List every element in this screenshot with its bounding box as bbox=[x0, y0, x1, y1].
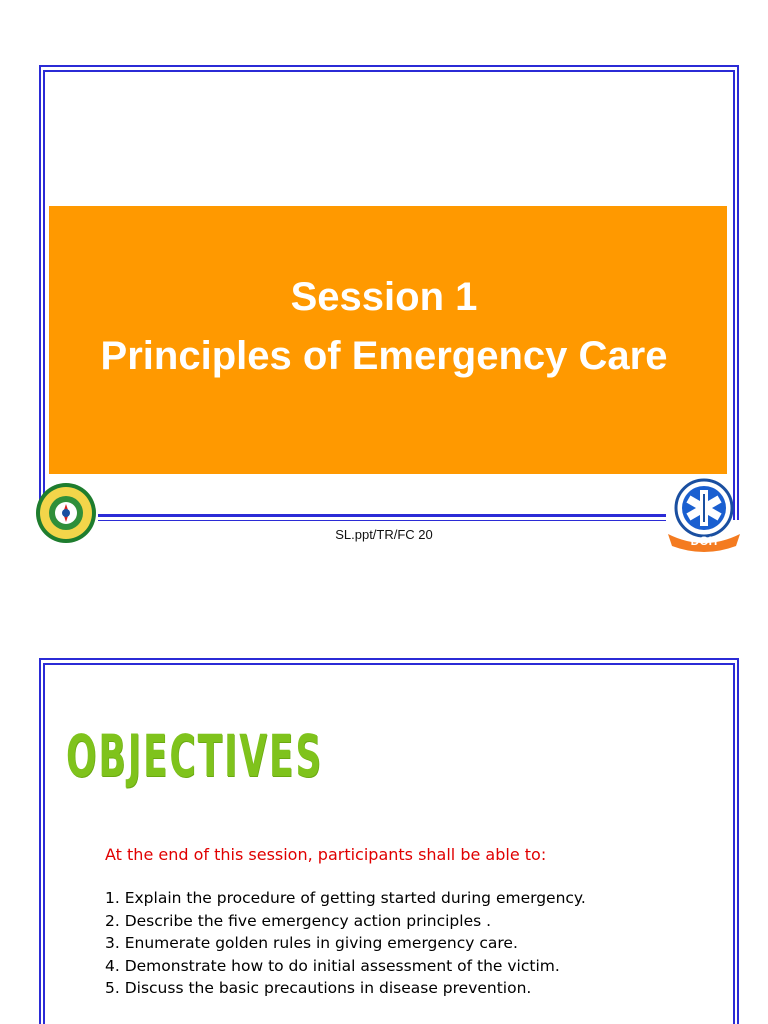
frame2-left-outer bbox=[39, 658, 41, 1024]
footer-rule-thin bbox=[98, 520, 666, 521]
list-item: 3. Enumerate golden rules in giving emergency care. bbox=[105, 934, 518, 952]
slide-footer: SL.ppt/TR/FC 20 bbox=[335, 527, 433, 542]
session-title: Session 1 bbox=[290, 275, 478, 319]
doh-emblem-label: DOH bbox=[690, 534, 718, 548]
doh-seal-icon bbox=[33, 482, 99, 544]
list-item: 1. Explain the procedure of getting started during emergency. bbox=[105, 889, 586, 907]
frame-top-inner bbox=[43, 70, 735, 72]
objectives-heading: OBJECTIVES bbox=[66, 722, 324, 790]
frame2-right-outer bbox=[737, 658, 739, 1024]
frame-top-outer bbox=[39, 65, 739, 67]
doh-emblem-icon bbox=[666, 478, 742, 552]
list-item: 2. Describe the five emergency action principles . bbox=[105, 911, 492, 930]
footer-rule bbox=[98, 514, 666, 517]
list-item: 5. Discuss the basic precautions in disease prevention. bbox=[105, 979, 532, 997]
objectives-intro: At the end of this session, participants shall be able to: bbox=[105, 845, 547, 864]
list-item: 4. Demonstrate how to do initial assessment of the victim. bbox=[105, 956, 560, 975]
frame2-top-inner bbox=[43, 663, 735, 665]
session-subtitle: Principles of Emergency Care bbox=[100, 334, 668, 378]
objectives-list bbox=[105, 887, 586, 1000]
frame2-right-inner bbox=[733, 663, 735, 1024]
frame2-top-outer bbox=[39, 658, 739, 660]
frame2-left-inner bbox=[43, 663, 45, 1024]
